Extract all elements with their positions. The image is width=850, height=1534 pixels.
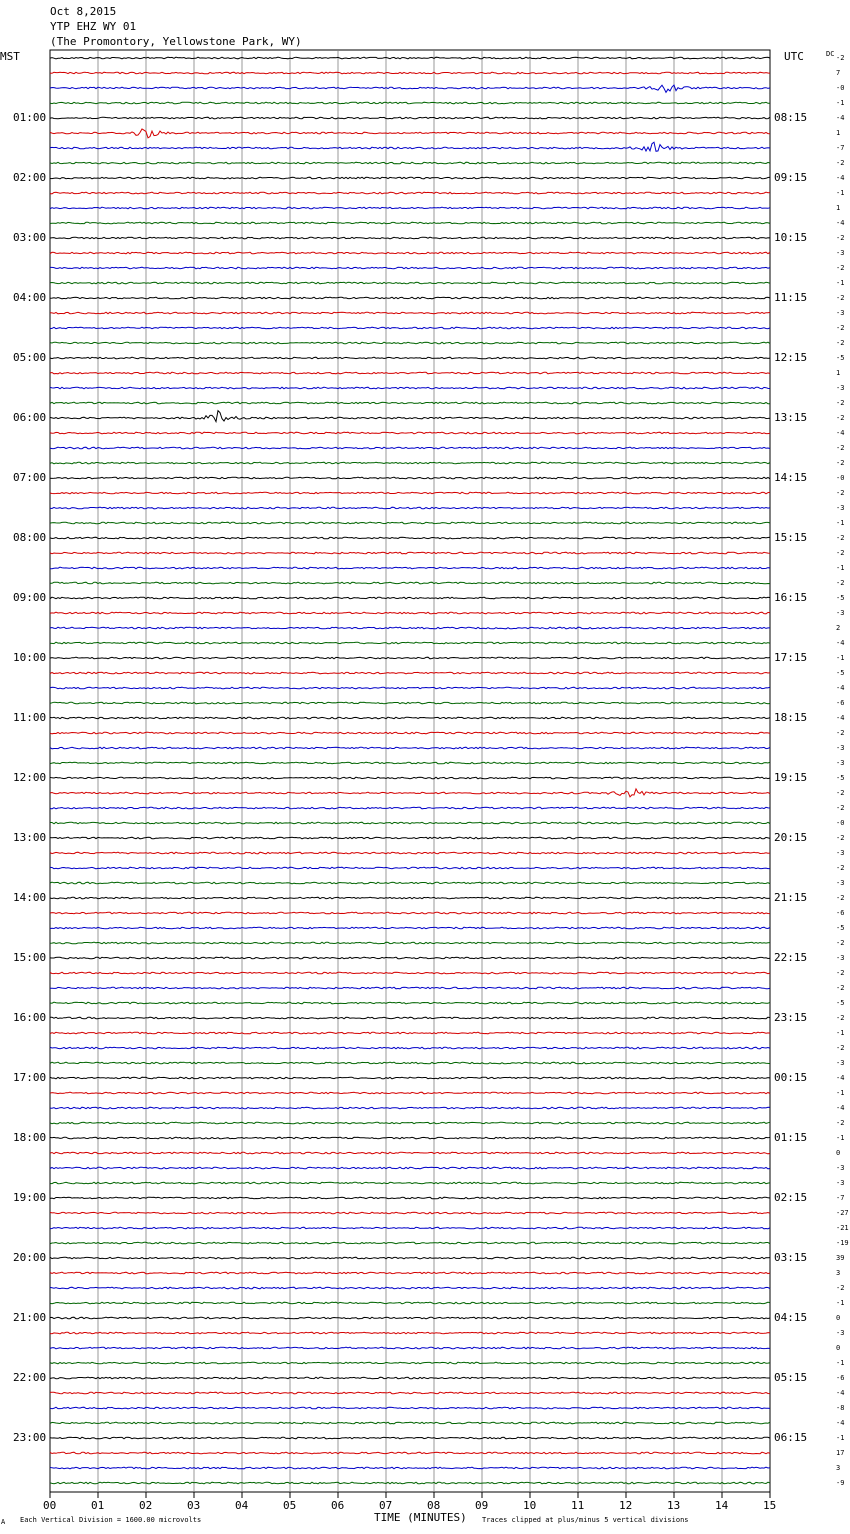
dc-offset-label: -2 xyxy=(836,1014,845,1022)
dc-offset-label: -7 xyxy=(836,144,845,152)
trace-line xyxy=(50,1362,770,1364)
trace-line xyxy=(50,987,770,989)
x-tick-label: 13 xyxy=(667,1499,681,1512)
trace-line xyxy=(50,1452,770,1454)
mst-hour-label: 03:00 xyxy=(13,231,47,244)
dc-offset-label: -2 xyxy=(836,864,845,872)
x-tick-label: 01 xyxy=(91,1499,105,1512)
trace-line xyxy=(50,297,770,299)
dc-offset-label: -1 xyxy=(836,1029,845,1037)
dc-offset-label: -2 xyxy=(836,729,845,737)
trace-line xyxy=(50,1092,770,1094)
utc-hour-label: 06:15 xyxy=(774,1431,808,1444)
trace-line xyxy=(50,672,770,674)
utc-hour-label: 17:15 xyxy=(774,651,808,664)
trace-line xyxy=(50,777,770,779)
dc-offset-label: -2 xyxy=(836,579,845,587)
trace-line xyxy=(50,327,770,329)
trace-line xyxy=(50,1437,770,1439)
dc-offset-label: -4 xyxy=(836,1389,845,1397)
utc-hour-label: 11:15 xyxy=(774,291,808,304)
trace-line xyxy=(50,1287,770,1289)
dc-offset-label: -2 xyxy=(836,399,845,407)
trace-line xyxy=(50,222,770,224)
trace-line xyxy=(50,627,770,629)
trace-line xyxy=(50,1017,770,1019)
mst-hour-label: 20:00 xyxy=(13,1251,47,1264)
dc-offset-label: -3 xyxy=(836,759,845,767)
dc-offset-label: -2 xyxy=(836,534,845,542)
dc-offset-label: -3 xyxy=(836,954,845,962)
trace-line xyxy=(50,1212,770,1214)
dc-offset-label: -4 xyxy=(836,639,845,647)
x-tick-label: 08 xyxy=(427,1499,441,1512)
trace-line xyxy=(50,1122,770,1124)
dc-offset-label: -1 xyxy=(836,1089,845,1097)
trace-line xyxy=(50,207,770,209)
mst-hour-label: 06:00 xyxy=(13,411,47,424)
dc-offset-label: -2 xyxy=(836,1044,845,1052)
dc-offset-label: -1 xyxy=(836,1299,845,1307)
trace-line xyxy=(50,1227,770,1229)
dc-offset-label: -3 xyxy=(836,1164,845,1172)
dc-offset-label: -2 xyxy=(836,549,845,557)
mst-hour-label: 09:00 xyxy=(13,591,47,604)
dc-offset-label: -2 xyxy=(836,234,845,242)
dc-offset-label: -6 xyxy=(836,699,845,707)
dc-offset-label: -3 xyxy=(836,879,845,887)
trace-line xyxy=(50,1377,770,1379)
utc-axis-label: UTC xyxy=(784,50,804,63)
trace-line xyxy=(50,552,770,554)
dc-offset-label: -3 xyxy=(836,1059,845,1067)
mst-hour-label: 23:00 xyxy=(13,1431,47,1444)
trace-line xyxy=(50,1032,770,1034)
trace-line xyxy=(50,102,770,104)
trace-line xyxy=(50,837,770,839)
dc-offset-label: 1 xyxy=(836,204,841,212)
utc-hour-label: 12:15 xyxy=(774,351,808,364)
x-tick-label: 02 xyxy=(139,1499,153,1512)
trace-line xyxy=(50,1107,770,1109)
x-tick-label: 04 xyxy=(235,1499,249,1512)
dc-offset-label: -2 xyxy=(836,264,845,272)
dc-offset-label: -3 xyxy=(836,744,845,752)
trace-line xyxy=(50,162,770,164)
utc-hour-label: 09:15 xyxy=(774,171,808,184)
dc-offset-label: -2 xyxy=(836,414,845,422)
trace-line xyxy=(50,387,770,389)
utc-hour-label: 08:15 xyxy=(774,111,808,124)
dc-offset-label: -3 xyxy=(836,384,845,392)
dc-offset-label: -1 xyxy=(836,519,845,527)
dc-offset-label: -2 xyxy=(836,789,845,797)
trace-line xyxy=(50,237,770,239)
dc-offset-label: -0 xyxy=(836,819,845,827)
dc-offset-label: -5 xyxy=(836,924,845,932)
trace-line xyxy=(50,687,770,689)
dc-offset-label: -5 xyxy=(836,594,845,602)
dc-offset-label: -2 xyxy=(836,834,845,842)
trace-line xyxy=(50,702,770,704)
utc-hour-label: 18:15 xyxy=(774,711,808,724)
trace-line xyxy=(50,267,770,269)
dc-offset-label: -2 xyxy=(836,1119,845,1127)
trace-line xyxy=(50,142,770,151)
dc-offset-label: 0 xyxy=(836,1149,841,1157)
utc-hour-label: 03:15 xyxy=(774,1251,808,1264)
trace-line xyxy=(50,447,770,449)
dc-offset-label: -4 xyxy=(836,1074,845,1082)
dc-offset-label: -1 xyxy=(836,1134,845,1142)
corner-mark: A xyxy=(1,1518,6,1526)
trace-line xyxy=(50,537,770,539)
dc-offset-label: -2 xyxy=(836,489,845,497)
utc-hour-label: 04:15 xyxy=(774,1311,808,1324)
dc-offset-label: 0 xyxy=(836,1314,841,1322)
dc-offset-label: -5 xyxy=(836,774,845,782)
trace-line xyxy=(50,762,770,764)
mst-hour-label: 21:00 xyxy=(13,1311,47,1324)
trace-line xyxy=(50,507,770,509)
trace-line xyxy=(50,372,770,374)
dc-offset-label: -3 xyxy=(836,609,845,617)
trace-line xyxy=(50,432,770,434)
mst-hour-label: 13:00 xyxy=(13,831,47,844)
dc-offset-label: 1 xyxy=(836,369,841,377)
trace-line xyxy=(50,1167,770,1169)
utc-hour-label: 01:15 xyxy=(774,1131,808,1144)
dc-offset-label: -2 xyxy=(836,324,845,332)
dc-offset-label: -3 xyxy=(836,249,845,257)
trace-line xyxy=(50,807,770,809)
trace-line xyxy=(50,612,770,614)
dc-offset-label: -1 xyxy=(836,564,845,572)
trace-line xyxy=(50,897,770,899)
mst-hour-label: 05:00 xyxy=(13,351,47,364)
dc-offset-label: -1 xyxy=(836,279,845,287)
trace-line xyxy=(50,477,770,479)
mst-hour-label: 02:00 xyxy=(13,171,47,184)
trace-line xyxy=(50,252,770,254)
x-tick-label: 14 xyxy=(715,1499,729,1512)
mst-hour-label: 18:00 xyxy=(13,1131,47,1144)
x-tick-label: 06 xyxy=(331,1499,345,1512)
dc-offset-label: -4 xyxy=(836,714,845,722)
plot-date: Oct 8,2015 xyxy=(50,5,117,18)
dc-offset-label: -9 xyxy=(836,1479,845,1487)
x-tick-label: 05 xyxy=(283,1499,297,1512)
utc-hour-label: 21:15 xyxy=(774,891,808,904)
mst-hour-label: 15:00 xyxy=(13,951,47,964)
clip-note: Traces clipped at plus/minus 5 vertical divisions xyxy=(482,1516,689,1524)
utc-hour-label: 19:15 xyxy=(774,771,808,784)
utc-hour-label: 23:15 xyxy=(774,1011,808,1024)
trace-line xyxy=(50,957,770,959)
trace-line xyxy=(50,1047,770,1049)
dc-offset-label: -5 xyxy=(836,669,845,677)
mst-hour-label: 07:00 xyxy=(13,471,47,484)
x-tick-label: 00 xyxy=(43,1499,57,1512)
plot-frame xyxy=(50,50,770,1492)
dc-offset-label: -4 xyxy=(836,174,845,182)
trace-line xyxy=(50,1302,770,1304)
trace-line xyxy=(50,1317,770,1319)
dc-offset-label: -4 xyxy=(836,684,845,692)
dc-offset-label: -5 xyxy=(836,354,845,362)
mst-axis-label: MST xyxy=(0,50,20,63)
trace-line xyxy=(50,1467,770,1469)
mst-hour-label: 01:00 xyxy=(13,111,47,124)
trace-line xyxy=(50,927,770,929)
trace-line xyxy=(50,867,770,869)
trace-line xyxy=(50,717,770,719)
dc-offset-label: 39 xyxy=(836,1254,845,1262)
trace-line xyxy=(50,789,770,797)
dc-offset-label: 7 xyxy=(836,69,841,77)
dc-offset-label: -2 xyxy=(836,444,845,452)
mst-hour-label: 04:00 xyxy=(13,291,47,304)
utc-hour-label: 16:15 xyxy=(774,591,808,604)
trace-line xyxy=(50,1482,770,1484)
dc-offset-label: -0 xyxy=(836,84,845,92)
dc-offset-label: -8 xyxy=(836,1404,845,1412)
dc-offset-label: -5 xyxy=(836,999,845,1007)
utc-hour-label: 22:15 xyxy=(774,951,808,964)
trace-line xyxy=(50,657,770,659)
mst-hour-label: 14:00 xyxy=(13,891,47,904)
trace-line xyxy=(50,411,770,422)
utc-hour-label: 20:15 xyxy=(774,831,808,844)
mst-hour-label: 11:00 xyxy=(13,711,47,724)
mst-hour-label: 19:00 xyxy=(13,1191,47,1204)
trace-line xyxy=(50,522,770,524)
dc-offset-label: -2 xyxy=(836,159,845,167)
trace-line xyxy=(50,1077,770,1079)
trace-line xyxy=(50,1347,770,1349)
dc-offset-label: -4 xyxy=(836,1104,845,1112)
x-tick-label: 15 xyxy=(763,1499,777,1512)
dc-offset-label: -2 xyxy=(836,1284,845,1292)
x-tick-label: 09 xyxy=(475,1499,489,1512)
trace-line xyxy=(50,57,770,59)
trace-line xyxy=(50,85,770,92)
x-tick-label: 07 xyxy=(379,1499,393,1512)
trace-line xyxy=(50,72,770,74)
dc-offset-label: -1 xyxy=(836,189,845,197)
dc-offset-label: -3 xyxy=(836,849,845,857)
mst-hour-label: 10:00 xyxy=(13,651,47,664)
dc-offset-label: -3 xyxy=(836,504,845,512)
trace-line xyxy=(50,1332,770,1334)
trace-line xyxy=(50,177,770,179)
trace-line xyxy=(50,117,770,119)
utc-hour-label: 14:15 xyxy=(774,471,808,484)
mst-hour-label: 17:00 xyxy=(13,1071,47,1084)
trace-line xyxy=(50,732,770,734)
dc-offset-label: -2 xyxy=(836,54,845,62)
dc-offset-label: -2 xyxy=(836,294,845,302)
dc-offset-label: -19 xyxy=(836,1239,849,1247)
trace-line xyxy=(50,402,770,404)
dc-offset-label: -1 xyxy=(836,1434,845,1442)
utc-hour-label: 02:15 xyxy=(774,1191,808,1204)
trace-line xyxy=(50,642,770,644)
trace-line xyxy=(50,462,770,464)
dc-offset-label: -2 xyxy=(836,894,845,902)
trace-line xyxy=(50,342,770,344)
utc-hour-label: 10:15 xyxy=(774,231,808,244)
dc-offset-label: -2 xyxy=(836,459,845,467)
dc-offset-label: -2 xyxy=(836,939,845,947)
dc-offset-label: 0 xyxy=(836,1344,841,1352)
trace-line xyxy=(50,1062,770,1064)
x-tick-label: 10 xyxy=(523,1499,537,1512)
trace-line xyxy=(50,1422,770,1424)
trace-line xyxy=(50,1152,770,1154)
trace-line xyxy=(50,1182,770,1184)
dc-offset-label: -0 xyxy=(836,474,845,482)
trace-line xyxy=(50,747,770,749)
trace-line xyxy=(50,192,770,194)
dc-offset-label: -2 xyxy=(836,804,845,812)
dc-offset-label: -6 xyxy=(836,1374,845,1382)
trace-line xyxy=(50,942,770,944)
x-tick-label: 03 xyxy=(187,1499,201,1512)
dc-offset-label: -2 xyxy=(836,969,845,977)
dc-offset-label: -3 xyxy=(836,309,845,317)
trace-line xyxy=(50,1002,770,1004)
dc-offset-label: -7 xyxy=(836,1194,845,1202)
trace-line xyxy=(50,129,770,138)
trace-line xyxy=(50,882,770,884)
trace-line xyxy=(50,822,770,824)
dc-offset-label: 1 xyxy=(836,129,841,137)
dc-label: DC xyxy=(826,50,835,58)
utc-hour-label: 15:15 xyxy=(774,531,808,544)
trace-line xyxy=(50,582,770,584)
dc-offset-label: -1 xyxy=(836,99,845,107)
dc-offset-label: 2 xyxy=(836,624,841,632)
utc-hour-label: 00:15 xyxy=(774,1071,808,1084)
trace-line xyxy=(50,312,770,314)
trace-line xyxy=(50,1242,770,1244)
dc-offset-label: -1 xyxy=(836,1359,845,1367)
x-tick-label: 11 xyxy=(571,1499,585,1512)
dc-offset-label: -3 xyxy=(836,1179,845,1187)
dc-offset-label: 17 xyxy=(836,1449,845,1457)
mst-hour-label: 08:00 xyxy=(13,531,47,544)
dc-offset-label: -6 xyxy=(836,909,845,917)
mst-hour-label: 12:00 xyxy=(13,771,47,784)
trace-line xyxy=(50,1392,770,1394)
trace-line xyxy=(50,597,770,599)
dc-offset-label: -4 xyxy=(836,429,845,437)
trace-line xyxy=(50,1407,770,1409)
utc-hour-label: 05:15 xyxy=(774,1371,808,1384)
trace-line xyxy=(50,567,770,569)
scale-note: Each Vertical Division = 1600.00 microvolts xyxy=(20,1516,202,1524)
dc-offset-label: 3 xyxy=(836,1269,841,1277)
dc-offset-label: -2 xyxy=(836,984,845,992)
dc-offset-label: -3 xyxy=(836,1329,845,1337)
utc-hour-label: 13:15 xyxy=(774,411,808,424)
dc-offset-label: -21 xyxy=(836,1224,849,1232)
trace-line xyxy=(50,912,770,914)
station-location: (The Promontory, Yellowstone Park, WY) xyxy=(50,35,302,48)
dc-offset-label: -1 xyxy=(836,654,845,662)
dc-offset-label: -2 xyxy=(836,339,845,347)
dc-offset-label: -4 xyxy=(836,1419,845,1427)
dc-offset-label: 3 xyxy=(836,1464,841,1472)
dc-offset-label: -27 xyxy=(836,1209,849,1217)
trace-line xyxy=(50,852,770,854)
trace-line xyxy=(50,1272,770,1274)
mst-hour-label: 16:00 xyxy=(13,1011,47,1024)
dc-offset-label: -4 xyxy=(836,114,845,122)
station-code: YTP EHZ WY 01 xyxy=(50,20,137,33)
dc-offset-label: -4 xyxy=(836,219,845,227)
trace-line xyxy=(50,1257,770,1259)
trace-line xyxy=(50,492,770,494)
trace-line xyxy=(50,972,770,974)
x-tick-label: 12 xyxy=(619,1499,633,1512)
trace-line xyxy=(50,1137,770,1139)
trace-line xyxy=(50,1197,770,1199)
mst-hour-label: 22:00 xyxy=(13,1371,47,1384)
trace-line xyxy=(50,357,770,359)
trace-line xyxy=(50,282,770,284)
x-axis-title: TIME (MINUTES) xyxy=(374,1511,467,1524)
